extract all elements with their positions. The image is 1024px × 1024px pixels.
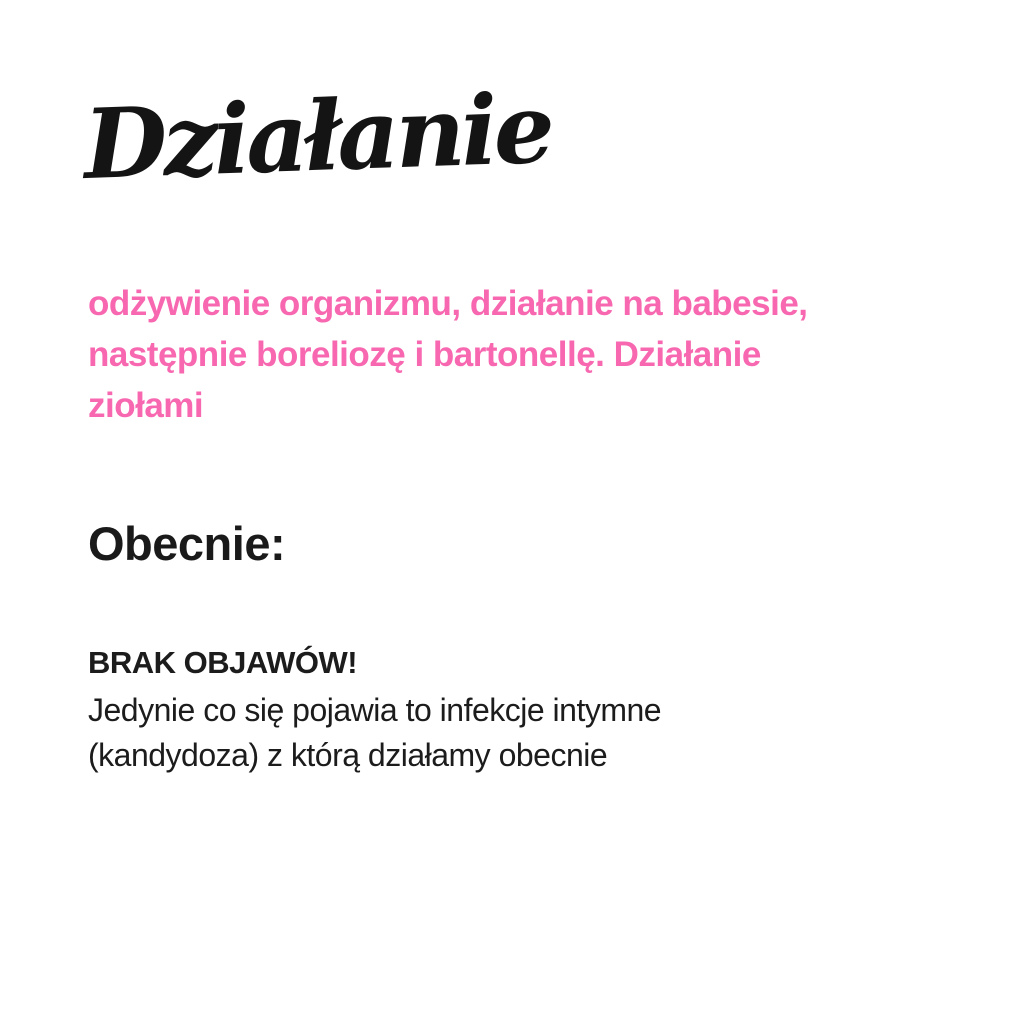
status-body-line: Jedynie co się pojawia to infekcje intymne	[88, 692, 662, 728]
highlight-paragraph-line: ziołami	[88, 386, 204, 425]
highlight-paragraph-line: odżywienie organizmu, działanie na babesie,	[88, 284, 808, 323]
page-title: Działanie	[82, 71, 553, 201]
highlight-paragraph-line: następnie boreliozę i bartonellę. Działanie	[88, 335, 761, 374]
status-body-line: (kandydoza) z którą działamy obecnie	[88, 737, 608, 773]
status-block	[88, 640, 808, 778]
status-body	[88, 688, 808, 778]
status-headline: BRAK OBJAWÓW!	[88, 645, 358, 680]
section-heading: Obecnie:	[88, 517, 286, 570]
highlight-paragraph	[88, 278, 918, 431]
